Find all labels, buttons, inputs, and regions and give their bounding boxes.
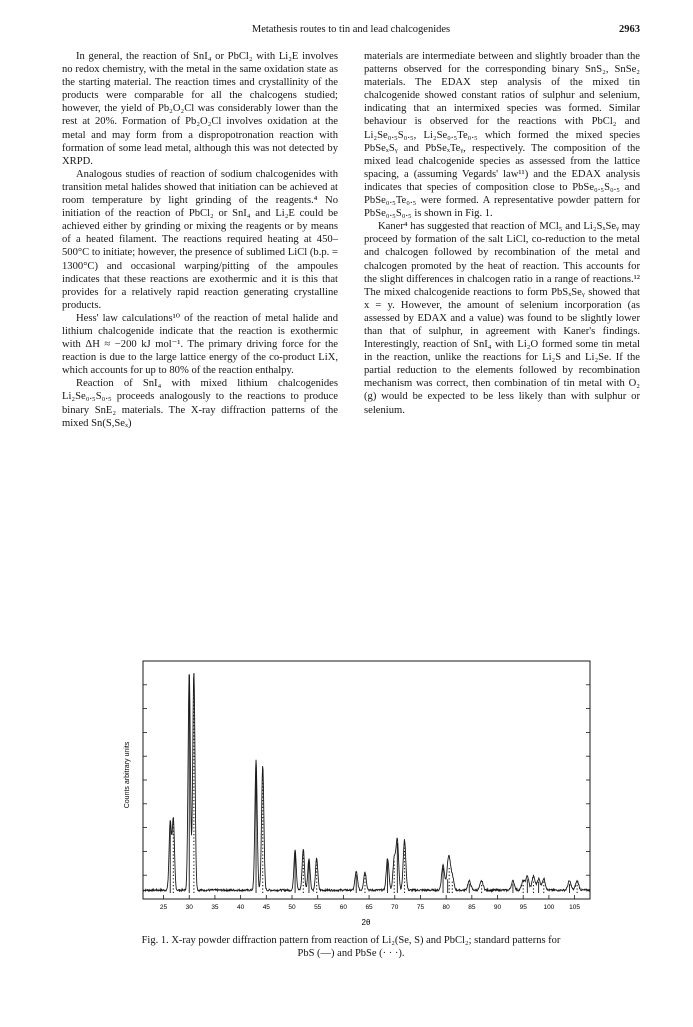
paragraph: Hess' law calculations¹⁰ of the reaction of metal halide and lithium chalcogenide indicate that the reaction is exothermic with ΔH ≈ −200 kJ mol⁻¹. The primary driving force for the reaction is due to the large lattice energy of the co-product LiX, which accounts for up to 80% of the reaction enthalpy. (62, 312, 338, 377)
x-tick-label: 40 (237, 904, 245, 911)
xrd-figure (107, 655, 597, 937)
x-tick-label: 30 (185, 904, 193, 911)
page-number: 2963 (619, 24, 640, 35)
x-tick-label: 50 (288, 904, 296, 911)
x-tick-label: 100 (543, 904, 555, 911)
series-layer (143, 673, 590, 893)
observed-pattern-line (143, 673, 590, 891)
left-column (62, 50, 338, 430)
paragraph: In general, the reaction of SnI₄ or PbCl₂ with Li₂E involves no redox chemistry, with the metal in the same oxidation state as the starting material. The reaction times and crystallinity of the products were comparable for all the chalcogens studied; however, the yield of Pb₂O₂Cl was considerably lower than the rest at 20%. Formation of Pb₂O₂Cl involves oxidation at the metal and may form from a dispropotronation reaction with formation of some lead metal, although this was not detected by XRPD. (62, 51, 338, 167)
caption-line: Fig. 1. X-ray powder diffraction pattern from reaction of Li₂(Se, S) and PbCl₂; standard patterns for (141, 935, 561, 946)
x-axis-label: 2θ (361, 918, 371, 927)
running-head: Metathesis routes to tin and lead chalcogenides (251, 24, 451, 35)
x-tick-label: 55 (314, 904, 322, 911)
y-axis-label: Counts arbitrary units (124, 741, 131, 809)
plot-frame (143, 661, 590, 899)
x-tick-label: 80 (442, 904, 450, 911)
paragraph: Kaner⁴ has suggested that reaction of MCl₅ and Li₂SₓSeᵧ may proceed by formation of the salt LiCl, co-reduction to the metal and chalcogen followed by recombination of the metal and chalcogen promoted by the heat of reaction. This accounts for the slight differences in chalcogen ratio in a range of reactions.¹² The mixed chalcogenide reactions to form PbSₓSeᵧ showed that x = y. However, the amount of selenium incorporation (as assessed by EDAX and a value) was found to be slightly lower than that of sulphur, in agreement with Kaner's findings. Interestingly, reaction of SnI₄ with Li₂O formed some tin metal in the reaction, unlike the reactions for Li₂S and Li₂Se. If the partial reduction to the elements followed by recombination mechanism was correct, then combination of tin metal with O₂ (g) would be expected to be less likely than with sulphur or selenium. (364, 221, 640, 416)
x-tick-label: 90 (493, 904, 502, 911)
figure-caption (62, 934, 640, 960)
xrd-chart (107, 655, 597, 937)
x-tick-label: 45 (262, 904, 270, 911)
x-tick-label: 70 (391, 904, 399, 911)
x-tick-label: 25 (159, 904, 168, 911)
caption-line: PbS (—) and PbSe (· · ·). (297, 948, 405, 959)
x-ticks (160, 895, 580, 911)
paragraph: Analogous studies of reaction of sodium chalcogenides with transition metal halides showed that initiation can be achieved at room temperature by light grinding of the reagents.⁴ No initiation of the reaction of PbCl₂ or SnI₄ and Li₂E could be achieved either by grinding or mixing the reagents or by means of a heated filament. The reactions required heating at 450–500°C to initiate; however, the presence of sublimed LiCl (b.p. = 1300°C) and occasional warping/pitting of the ampoules indicates that these reactions are exothermic and it is this that provides for a relatively rapid reaction generating crystalline products. (62, 168, 338, 311)
right-column (364, 50, 640, 417)
x-tick-label: 75 (416, 904, 425, 911)
x-tick-label: 105 (569, 904, 581, 911)
y-ticks (143, 685, 590, 875)
paragraph: materials are intermediate between and slightly broader than the patterns observed for the corresponding binary SnS₂, SnSe₂ materials. The EDAX step analysis of the mixed tin chalcogenide showed constant ratios of sulphur and selenium, indicating that an intermixed species was formed. Similar behaviour is observed for the reactions with PbCl₂ and Li₂Se₀.₅S₀.₅, Li₂Se₀.₅Te₀.₅ which formed the mixed species PbSeₓSᵧ and PbSeₓTeᵧ, respectively. The composition of the mixed lead chalcogenide species as assessed from the lattice spacing, a (assuming Vegards' law¹¹) and the EDAX analysis indicates that species of composition close to PbSe₀.₅S₀.₅ and PbSe₀.₅Te₀.₅ were formed. A representative powder pattern for PbSe₀.₅S₀.₅ is shown in Fig. 1. (364, 51, 640, 220)
x-tick-label: 35 (211, 904, 219, 911)
x-tick-label: 60 (339, 904, 347, 911)
x-tick-label: 95 (519, 904, 527, 911)
x-tick-label: 65 (365, 904, 373, 911)
paragraph: Reaction of SnI₄ with mixed lithium chalcogenides Li₂Se₀.₅S₀.₅ proceeds analogously to the reactions to produce binary SnE₂ materials. The X-ray diffraction patterns of the mixed Sn(S,Seₓ) (62, 378, 338, 429)
x-tick-label: 85 (468, 904, 476, 911)
